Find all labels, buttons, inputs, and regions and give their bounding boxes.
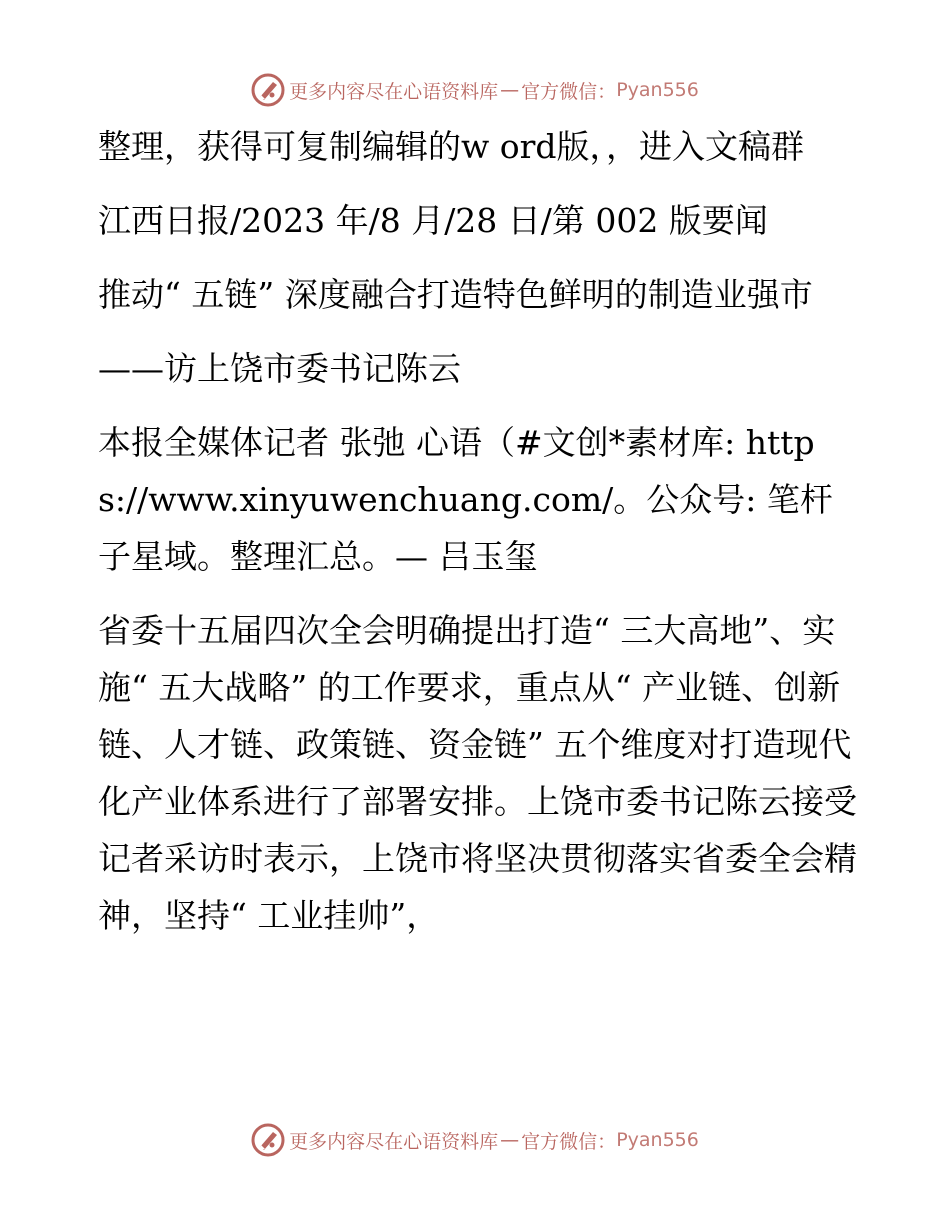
source-line: 江西日报/2023 年/8 月/28 日/第 002 版要闻 bbox=[98, 201, 768, 240]
watermark-wechat-id: Pyan556 bbox=[616, 79, 699, 101]
watermark-dash: — bbox=[500, 1129, 520, 1151]
watermark-wechat-label: 官方微信： bbox=[521, 1130, 617, 1153]
watermark-footer bbox=[0, 1120, 950, 1160]
byline: 本报全媒体记者 张弛 心语（#文创*素材库: https://www.xinyuwenchuang.com/。公众号: 笔杆子星域。整理汇总。— 吕玉玺 bbox=[98, 423, 833, 576]
watermark-site-text: 更多内容尽在心语资料库 bbox=[289, 1130, 499, 1153]
watermark-site-text: 更多内容尽在心语资料库 bbox=[289, 80, 499, 103]
pen-logo-icon bbox=[251, 1123, 285, 1157]
body-paragraph: 省委十五届四次全会明确提出打造“ 三大高地”、实施“ 五大战略” 的工作要求，重点从“ 产业链、创新链、人才链、政策链、资金链” 五个维度对打造现代化产业体系进行了部署安排。上饶市委书记陈云接受记者采访时表示，上饶市将坚决贯彻落实省委全会精神，坚持“ 工业挂帅”， bbox=[98, 611, 857, 935]
article-subtitle: ——访上饶市委书记陈云 bbox=[98, 349, 461, 388]
watermark-wechat-id: Pyan556 bbox=[616, 1129, 699, 1151]
watermark-wechat-label: 官方微信： bbox=[521, 80, 617, 103]
watermark-dash: — bbox=[500, 79, 520, 101]
watermark-header bbox=[0, 70, 950, 110]
document-body bbox=[98, 118, 858, 961]
article-title: 推动“ 五链” 深度融合打造特色鲜明的制造业强市 bbox=[98, 275, 813, 314]
intro-paragraph: 整理，获得可复制编辑的w ord版，，进入文稿群 bbox=[98, 127, 805, 166]
pen-logo-icon bbox=[251, 73, 285, 107]
